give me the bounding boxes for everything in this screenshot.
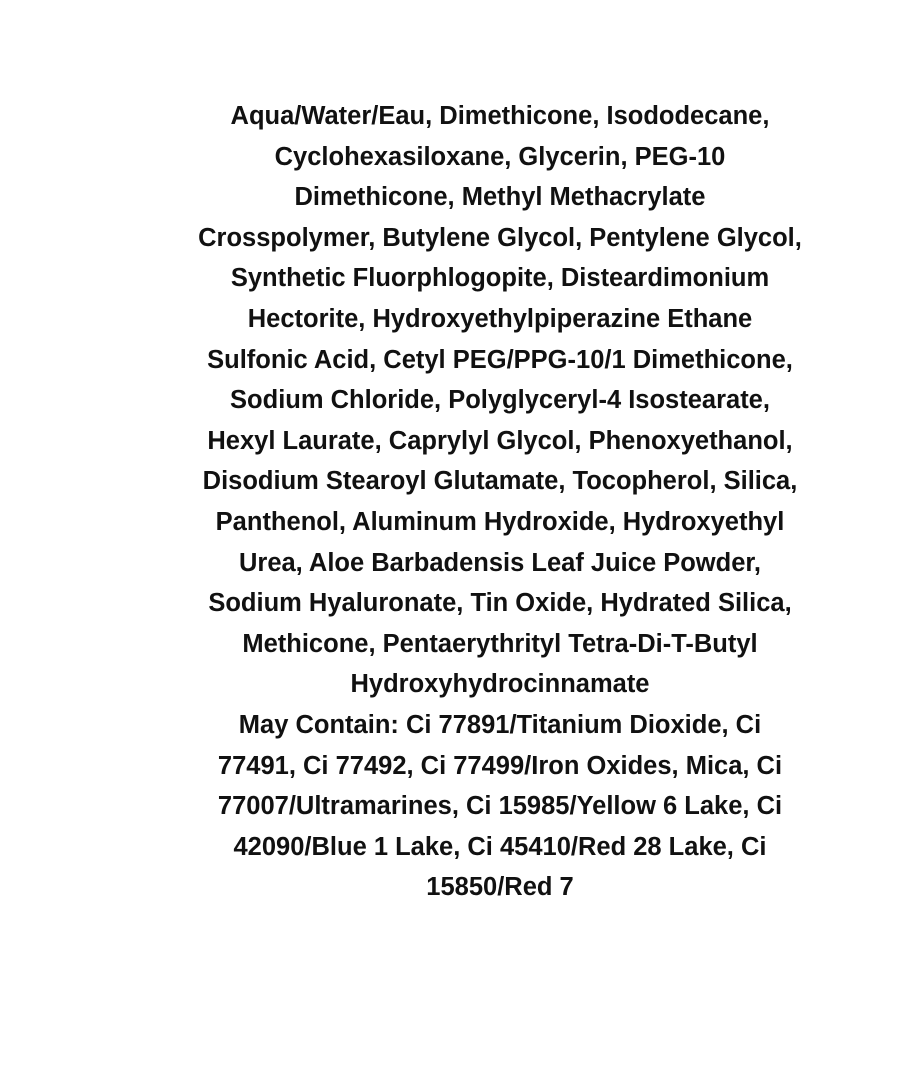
may-contain-line: 42090/Blue 1 Lake, Ci 45410/Red 28 Lake, Ci	[233, 832, 767, 861]
ingredients-line: Dimethicone, Methyl Methacrylate	[294, 183, 706, 212]
ingredients-line: Cyclohexasiloxane, Glycerin, PEG-10	[274, 142, 726, 171]
may-contain-line: 15850/Red 7	[426, 873, 574, 902]
ingredients-line: Urea, Aloe Barbadensis Leaf Juice Powder,	[238, 548, 761, 577]
ingredients-line: Hectorite, Hydroxyethylpiperazine Ethane	[247, 304, 753, 333]
may-contain-line: May Contain: Ci 77891/Titanium Dioxide, Ci	[238, 710, 762, 739]
ingredients-line: Methicone, Pentaerythrityl Tetra-Di-T-Butyl	[242, 629, 758, 658]
ingredients-line: Panthenol, Aluminum Hydroxide, Hydroxyethyl	[215, 507, 785, 536]
ingredients-line: Aqua/Water/Eau, Dimethicone, Isododecane,	[230, 102, 770, 130]
ingredients-line: Hexyl Laurate, Caprylyl Glycol, Phenoxyethanol,	[207, 426, 793, 455]
may-contain-line: 77007/Ultramarines, Ci 15985/Yellow 6 Lake, Ci	[217, 792, 783, 821]
ingredients-line: Sulfonic Acid, Cetyl PEG/PPG-10/1 Dimethicone,	[207, 345, 793, 374]
ingredients-line: Disodium Stearoyl Glutamate, Tocopherol, Silica,	[202, 467, 798, 496]
may-contain-line: 77491, Ci 77492, Ci 77499/Iron Oxides, Mica, Ci	[217, 751, 783, 780]
ingredients-line: Synthetic Fluorphlogopite, Disteardimonium	[230, 264, 770, 293]
ingredients-line: Crosspolymer, Butylene Glycol, Pentylene Glycol,	[198, 223, 802, 252]
ingredients-line: Sodium Chloride, Polyglyceryl-4 Isostearate,	[230, 386, 770, 415]
ingredients-line: Sodium Hyaluronate, Tin Oxide, Hydrated Silica,	[208, 589, 792, 618]
ingredients-line: Hydroxyhydrocinnamate	[350, 670, 650, 699]
ingredients-text-block	[150, 96, 850, 908]
